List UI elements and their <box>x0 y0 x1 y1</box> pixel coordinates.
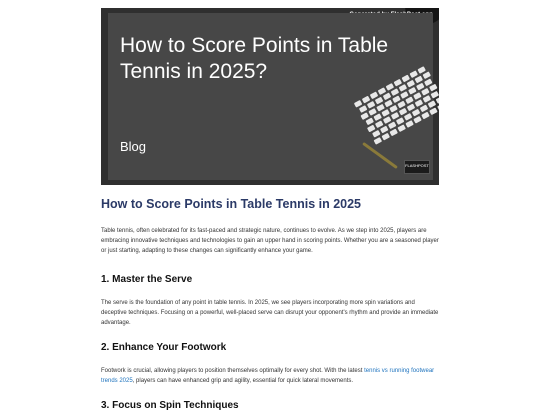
keyboard-key <box>397 124 406 132</box>
flashpost-logo <box>404 160 430 174</box>
keyboard-key <box>382 133 391 141</box>
hero-title: How to Score Points in Table Tennis in 2025? <box>120 34 389 83</box>
keyboard-key <box>437 103 439 111</box>
article-intro: Table tennis, often celebrated for its fast-paced and strategic nature, continues to evolve. As we step into 2025, players are embracing innovative techniques and technologies to gain an upper hand in scoring points. Whether you are a seasoned player or just starting, adapting to these changes can significantly enhance your game. <box>101 228 439 254</box>
section-body-footwork <box>101 366 439 386</box>
keyboard-key <box>421 112 430 120</box>
section-heading-spin: 3. Focus on Spin Techniques <box>101 400 239 411</box>
hero-category: Blog <box>120 139 147 154</box>
article <box>101 196 439 412</box>
keyboard-key <box>413 116 422 124</box>
keyboard-key <box>436 96 439 104</box>
hero-banner <box>101 8 439 185</box>
section-body-serve: The serve is the foundation of any point in table tennis. In 2025, we see players incorporating more spin variations and deceptive techniques. Focusing on a powerful, well-placed serve can disrupt your opponent's rhythm and provide an immediate advantage. <box>101 300 439 326</box>
keyboard-key <box>429 107 438 115</box>
keyboard-key <box>389 129 398 137</box>
section-heading-footwork: 2. Enhance Your Footwork <box>101 342 227 353</box>
flashpost-logo-text: FLASHPOST <box>405 163 429 168</box>
footwork-text-before: Footwork is crucial, allowing players to position themselves optimally for every shot. With the latest <box>101 368 365 374</box>
section-heading-serve: 1. Master the Serve <box>101 274 193 285</box>
keyboard-key <box>405 120 414 128</box>
article-title: How to Score Points in Table Tennis in 2025 <box>101 197 362 211</box>
footwear-trends-link[interactable]: tennis vs running footwear trends 2025 <box>101 368 435 384</box>
footwork-text-after: , players can have enhanced grip and agility, essential for quick lateral movements. <box>132 378 354 384</box>
keyboard-key <box>374 137 383 145</box>
